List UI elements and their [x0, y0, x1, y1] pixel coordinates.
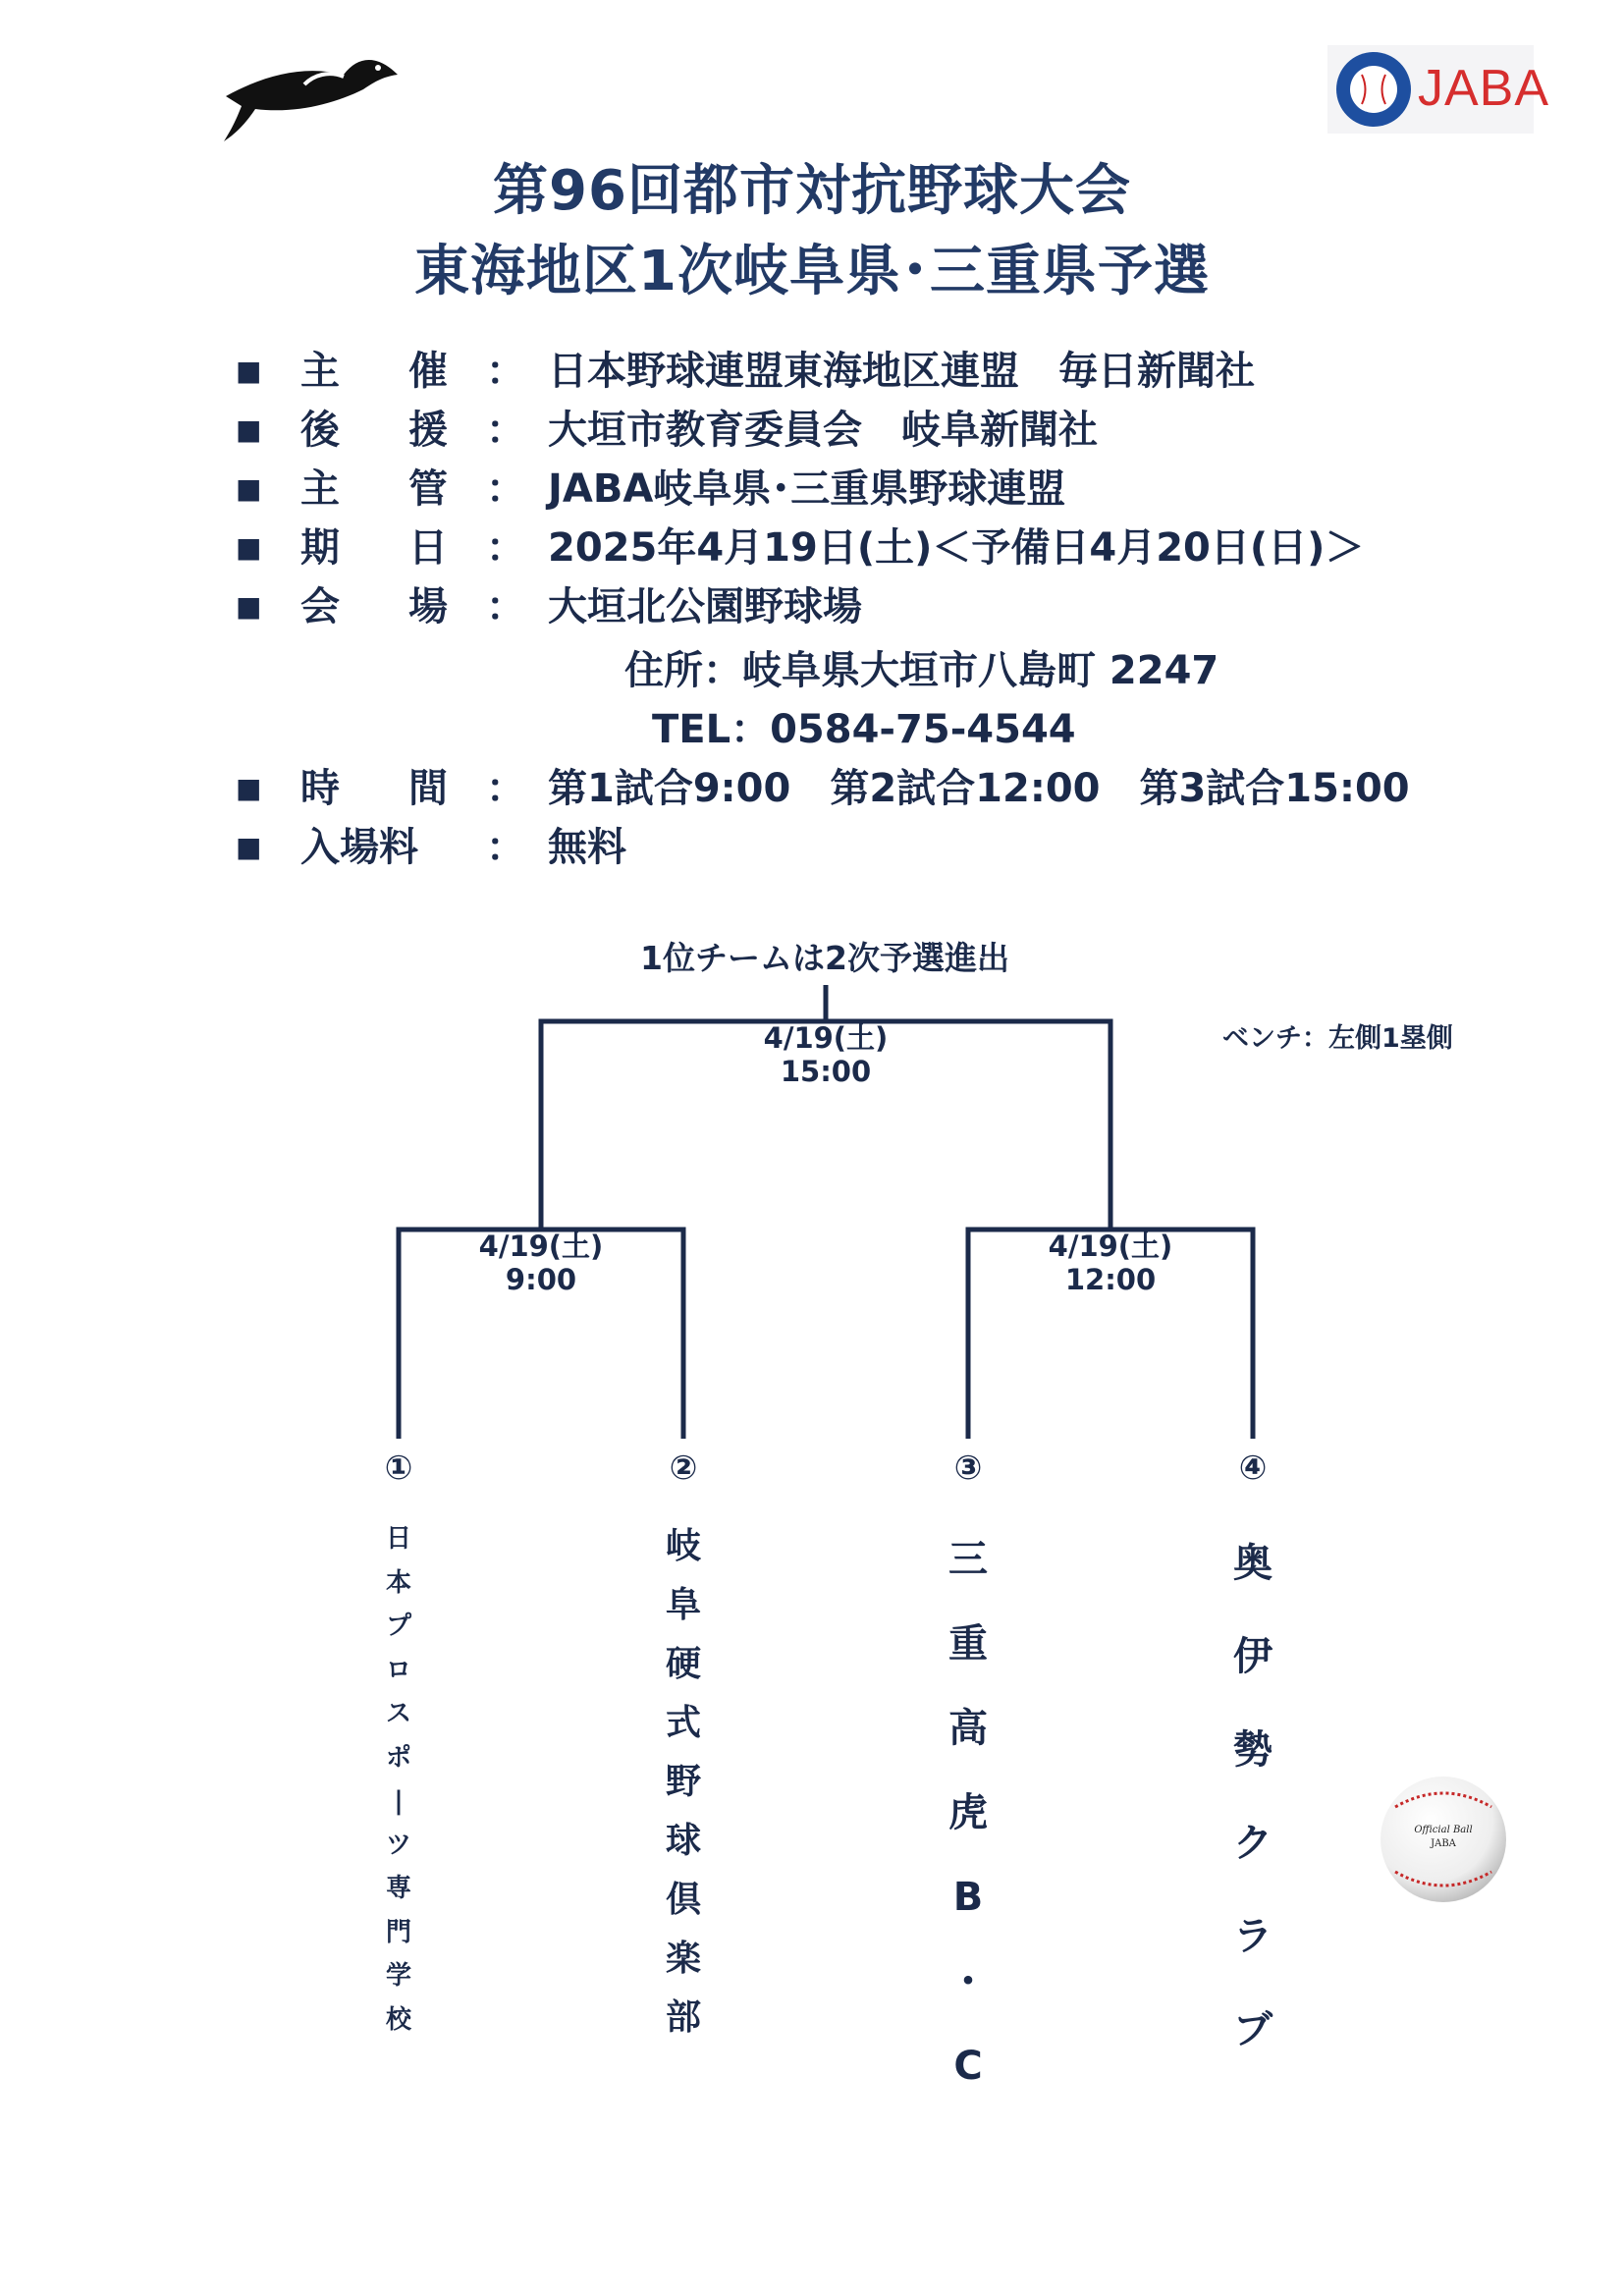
team-name-char: ス [385, 1699, 411, 1728]
team-name-char: 日 [385, 1524, 411, 1554]
team-name-char: 学 [385, 1961, 411, 1991]
team-name-char: 球 [665, 1821, 701, 1861]
team-name-char: ロ [385, 1655, 411, 1685]
ball-text-line2: JABA [1431, 1838, 1456, 1849]
info-label-char: 入場料 [300, 825, 418, 870]
semi2-match-label [1012, 1230, 1209, 1296]
page-title: 第96回都市対抗野球大会 [493, 159, 1131, 223]
info-value: JABA岐阜県･三重県野球連盟 [548, 466, 1066, 512]
team-name-char: 専 [385, 1874, 411, 1903]
info-value: 第1試合9:00 第2試合12:00 第3試合15:00 [548, 766, 1410, 811]
team-name-char: 倶 [665, 1880, 701, 1920]
team-name-char: プ [385, 1612, 411, 1641]
info-label-char: 催 [408, 349, 448, 394]
team-name-char: 校 [385, 2004, 411, 2035]
team-name [654, 1517, 713, 2048]
final-time: 15:00 [780, 1055, 872, 1088]
bench-note: ベンチ：左側1塁側 [1222, 1023, 1453, 1054]
team-name-char: ラ [1233, 1914, 1272, 1959]
team-seed: ① [384, 1449, 413, 1488]
bullet-icon: ■ [236, 472, 262, 505]
venue-address: 住所：岐阜県大垣市八島町 2247 [624, 648, 1219, 693]
ball-text-line1: Official Ball [1414, 1825, 1473, 1835]
jaba-logo-text: JABA [1418, 60, 1550, 117]
bullet-icon: ■ [236, 413, 262, 446]
info-label-char: 日 [408, 525, 448, 571]
team-seed: ③ [953, 1449, 983, 1488]
info-colon: ： [486, 408, 525, 453]
page-subtitle: 東海地区1次岐阜県･三重県予選 [414, 240, 1210, 303]
info-value: 2025年4月19日(土)＜予備日4月20日(日)＞ [548, 525, 1365, 571]
info-colon: ： [486, 349, 525, 394]
semi1-date: 4/19(土) [478, 1230, 604, 1263]
info-value: 無料 [548, 825, 626, 870]
bullet-icon: ■ [236, 355, 262, 387]
info-label-char: 場 [408, 584, 448, 629]
team-name-char: B [952, 1875, 984, 1920]
info-value: 日本野球連盟東海地区連盟 毎日新聞社 [548, 349, 1255, 394]
team-name-char: 岐 [665, 1526, 701, 1566]
team-name-char: 門 [385, 1917, 411, 1947]
bullet-icon: ■ [236, 772, 262, 804]
info-colon: ： [486, 466, 525, 512]
team-name-char: 虎 [948, 1790, 988, 1835]
venue-tel: TEL：0584-75-4544 [652, 707, 1076, 752]
semi1-time: 9:00 [505, 1263, 577, 1296]
info-colon: ： [486, 766, 525, 811]
semi2-date: 4/19(土) [1048, 1230, 1173, 1263]
team-name-char: ブ [1233, 2007, 1272, 2052]
team-name-char: 硬 [665, 1644, 701, 1684]
info-label-char: 主 [300, 466, 340, 512]
info-label-char: 管 [408, 466, 448, 512]
team-name [1223, 1517, 1282, 2077]
team-name-char: 奥 [1233, 1541, 1272, 1586]
bullet-icon: ■ [236, 590, 262, 623]
team-name-char: 高 [948, 1706, 988, 1751]
info-colon: ： [486, 525, 525, 571]
team-name-char: 式 [665, 1703, 701, 1743]
team-name [939, 1517, 998, 2108]
info-colon: ： [486, 584, 525, 629]
team-name-char: 伊 [1233, 1634, 1272, 1679]
team-seed: ② [669, 1449, 698, 1488]
semi2-time: 12:00 [1064, 1263, 1157, 1296]
info-colon: ： [486, 825, 525, 870]
team-name-char: | [394, 1786, 404, 1816]
team-name-char: 三 [948, 1537, 988, 1582]
info-value: 大垣北公園野球場 [548, 584, 862, 629]
team-name-char: C [953, 2044, 983, 2089]
bracket-header: 1位チームは2次予選進出 [640, 939, 1009, 977]
info-label-char: 後 [300, 408, 340, 453]
team-name-char: 重 [948, 1621, 988, 1667]
info-label-char: 間 [408, 766, 448, 811]
bullet-icon: ■ [236, 831, 262, 863]
semi1-match-label [443, 1230, 639, 1296]
team-name-char: 本 [385, 1567, 411, 1598]
team-name [369, 1517, 428, 2042]
info-label-char: 会 [300, 584, 340, 629]
team-seed: ④ [1238, 1449, 1268, 1488]
team-name-char: ツ [385, 1830, 411, 1860]
info-label-char: 援 [408, 408, 448, 453]
official-ball [1378, 1774, 1509, 1905]
team-name-char: ク [1233, 1821, 1272, 1866]
team-name-char: 阜 [665, 1585, 701, 1625]
team-name-char: 勢 [1233, 1727, 1272, 1773]
team-name-char: 部 [665, 1997, 701, 2038]
team-name-char: ・ [948, 1959, 988, 2004]
bullet-icon: ■ [236, 531, 262, 564]
info-label-char: 期 [300, 525, 340, 571]
info-value: 大垣市教育委員会 岐阜新聞社 [548, 408, 1098, 453]
team-name-char: 楽 [665, 1939, 701, 1979]
info-label-char: 主 [300, 349, 340, 394]
info-label-char: 時 [300, 766, 340, 811]
final-date: 4/19(土) [763, 1021, 889, 1055]
final-match-label [728, 1021, 924, 1088]
team-name-char: 野 [665, 1762, 701, 1802]
team-name-char: ポ [385, 1742, 411, 1773]
